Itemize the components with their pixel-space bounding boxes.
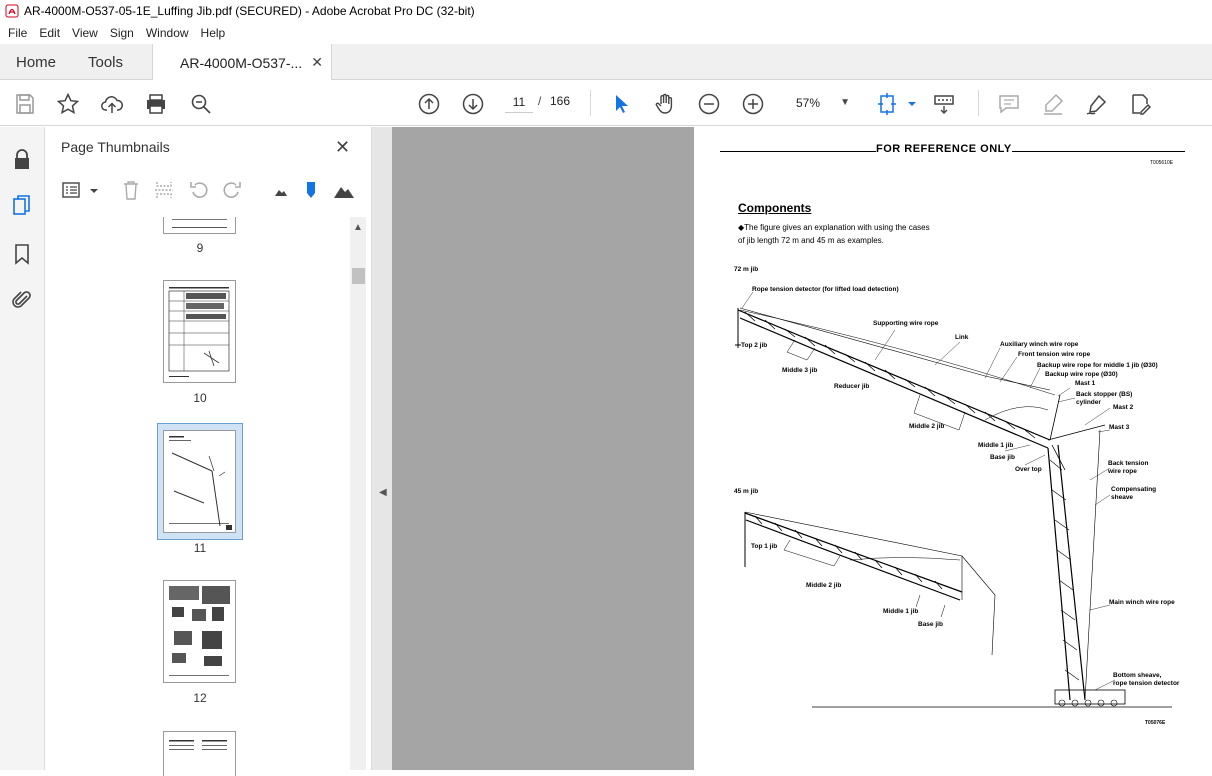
- description-line-2: of jib length 72 m and 45 m as examples.: [738, 236, 884, 245]
- panel-collapse-strip[interactable]: [372, 127, 392, 770]
- page-thumbnail-10[interactable]: [163, 280, 236, 383]
- page-thumbnail-12[interactable]: [163, 580, 236, 683]
- thumbnail-preview: [164, 581, 235, 682]
- label-middle-1-jib-45m: Middle 1 jib: [883, 608, 919, 615]
- label-supporting-wire-rope: Supporting wire rope: [873, 320, 939, 327]
- tab-document[interactable]: [152, 44, 332, 81]
- close-panel-icon[interactable]: ✕: [335, 137, 351, 157]
- large-thumbnail-icon[interactable]: [333, 179, 355, 201]
- thumbnail-options-icon[interactable]: [61, 179, 83, 201]
- label-back-tension-2: wire rope: [1108, 468, 1137, 475]
- description-line-1: ◆The figure gives an explanation with using the cases: [738, 223, 930, 232]
- thumbnail-label: 12: [193, 691, 207, 705]
- page-number-input[interactable]: 11: [505, 91, 533, 113]
- label-backup-wire-rope: Backup wire rope (Ø30): [1045, 371, 1118, 378]
- total-pages: 166: [550, 94, 571, 108]
- jib-72m-label: 72 m jib: [734, 266, 759, 273]
- thumbnail-label: 10: [193, 391, 207, 405]
- window-title: AR-4000M-O537-05-1E_Luffing Jib.pdf (SECURED) - Adobe Acrobat Pro DC (32-bit): [24, 4, 475, 18]
- page-thumbnails-icon[interactable]: [10, 194, 34, 218]
- thumbnail-preview: [164, 281, 235, 382]
- left-rail: [0, 127, 45, 770]
- label-middle-1-jib-72m: Middle 1 jib: [978, 442, 1014, 449]
- thumbnail-preview: [164, 431, 235, 532]
- label-back-tension-1: Back tension: [1108, 460, 1149, 467]
- star-icon[interactable]: [56, 92, 80, 116]
- jib-45m-label: 45 m jib: [734, 488, 759, 495]
- title-bar: [0, 0, 1212, 22]
- label-back-stopper: Back stopper (BS): [1076, 391, 1133, 398]
- page-thumbnail-13[interactable]: [163, 731, 236, 776]
- section-title: Components: [738, 201, 812, 215]
- label-compensating-1: Compensating: [1111, 486, 1157, 493]
- label-main-winch-wire-rope: Main winch wire rope: [1109, 599, 1175, 606]
- toolbar-divider: [590, 90, 591, 116]
- tab-tools[interactable]: Tools: [88, 53, 124, 71]
- thumbnail-label: 9: [196, 241, 204, 255]
- reference-header: FOR REFERENCE ONLY: [876, 143, 1012, 155]
- tab-bar: [0, 44, 1212, 80]
- tab-document-label: AR-4000M-O537-...: [180, 54, 303, 71]
- label-front-tension-wire-rope: Front tension wire rope: [1018, 351, 1091, 358]
- chevron-down-icon: ▼: [840, 97, 850, 108]
- label-bottom-sheave-1: Bottom sheave,: [1113, 672, 1162, 679]
- thumbnail-preview: [164, 732, 235, 771]
- label-top-1-jib: Top 1 jib: [751, 543, 778, 550]
- label-middle-3-jib: Middle 3 jib: [782, 367, 818, 374]
- small-thumbnail-icon[interactable]: [270, 179, 292, 201]
- label-compensating-2: sheave: [1111, 494, 1134, 501]
- label-over-top: Over top: [1015, 466, 1042, 473]
- options-dropdown-icon[interactable]: [83, 179, 93, 201]
- menu-file[interactable]: File: [8, 26, 28, 40]
- zoom-out-icon[interactable]: [697, 92, 721, 116]
- sign-pen-icon[interactable]: [1085, 92, 1109, 116]
- menu-window[interactable]: Window: [145, 26, 189, 40]
- page-thumbnail-9[interactable]: [163, 217, 236, 234]
- doc-code-top: T005610E: [1150, 160, 1174, 166]
- zoom-search-icon[interactable]: [189, 92, 213, 116]
- thumbnail-label: 11: [193, 541, 207, 555]
- scroll-up-arrow-icon[interactable]: ▲: [353, 222, 363, 233]
- label-base-jib-45m: Base jib: [918, 621, 943, 628]
- menu-help[interactable]: Help: [200, 26, 226, 40]
- tab-home[interactable]: Home: [16, 53, 57, 71]
- label-link: Link: [955, 334, 969, 341]
- bookmark-icon[interactable]: [10, 242, 34, 266]
- page-thumbnail-11[interactable]: [163, 430, 236, 533]
- insert-page-marker-icon[interactable]: [300, 179, 322, 201]
- label-mast-2: Mast 2: [1113, 404, 1134, 411]
- print-icon[interactable]: [144, 92, 168, 116]
- label-backup-wire-rope-middle-1: Backup wire rope for middle 1 jib (Ø30): [1037, 362, 1158, 369]
- label-mast-1: Mast 1: [1075, 380, 1096, 387]
- document-canvas-background: [392, 127, 694, 770]
- comment-icon[interactable]: [997, 92, 1021, 116]
- close-tab-icon[interactable]: ✕: [311, 54, 323, 70]
- keyboard-scroll-icon[interactable]: [932, 92, 956, 116]
- save-icon[interactable]: [13, 92, 37, 116]
- previous-page-icon[interactable]: [417, 92, 441, 116]
- menu-sign[interactable]: Sign: [109, 26, 134, 40]
- label-bottom-sheave-2: rope tension detector: [1113, 680, 1180, 687]
- zoom-level-dropdown[interactable]: [788, 91, 854, 115]
- select-cursor-icon[interactable]: [609, 92, 633, 116]
- scrollbar-thumb[interactable]: [352, 268, 365, 284]
- delete-page-icon[interactable]: [120, 179, 142, 201]
- label-rope-tension-detector: Rope tension detector (for lifted load detection): [752, 286, 899, 293]
- label-middle-2-jib-45m: Middle 2 jib: [806, 582, 842, 589]
- toolbar-divider: [978, 90, 979, 116]
- thumbnail-preview: [164, 217, 235, 232]
- menu-edit[interactable]: Edit: [39, 26, 61, 40]
- rotate-left-icon[interactable]: [188, 179, 210, 201]
- cloud-upload-icon[interactable]: [100, 92, 124, 116]
- label-base-jib-72m: Base jib: [990, 454, 1015, 461]
- main-toolbar: [0, 80, 1212, 126]
- label-mast-3: Mast 3: [1109, 424, 1130, 431]
- next-page-icon[interactable]: [461, 92, 485, 116]
- zoom-level-value: 57%: [796, 96, 821, 110]
- page-fit-dropdown-icon[interactable]: [900, 92, 912, 116]
- attachment-icon[interactable]: [10, 288, 34, 312]
- collapse-panel-arrow-icon[interactable]: ◀: [379, 487, 387, 498]
- lock-icon[interactable]: [10, 148, 34, 172]
- page-separator: /: [538, 94, 542, 108]
- panel-scrollbar[interactable]: [350, 217, 366, 770]
- panel-title: Page Thumbnails: [61, 139, 170, 155]
- extract-pages-icon[interactable]: [153, 179, 175, 201]
- rotate-right-icon[interactable]: [221, 179, 243, 201]
- panel-toolbar: [45, 171, 372, 207]
- label-auxiliary-winch-wire-rope: Auxiliary winch wire rope: [1000, 341, 1079, 348]
- edit-pdf-icon[interactable]: [1128, 92, 1152, 116]
- doc-code-bottom: T05076E: [1145, 720, 1166, 726]
- acrobat-app-icon: [5, 4, 19, 18]
- label-reducer-jib: Reducer jib: [834, 383, 870, 390]
- zoom-in-icon[interactable]: [741, 92, 765, 116]
- hand-tool-icon[interactable]: [653, 92, 677, 116]
- menu-view[interactable]: View: [72, 26, 98, 40]
- menu-bar: [0, 22, 1212, 44]
- label-top-2-jib: Top 2 jib: [741, 342, 768, 349]
- label-cylinder: cylinder: [1076, 399, 1101, 406]
- highlight-pen-icon[interactable]: [1041, 92, 1065, 116]
- page-fit-icon[interactable]: [876, 92, 900, 116]
- label-middle-2-jib-72m: Middle 2 jib: [909, 423, 945, 430]
